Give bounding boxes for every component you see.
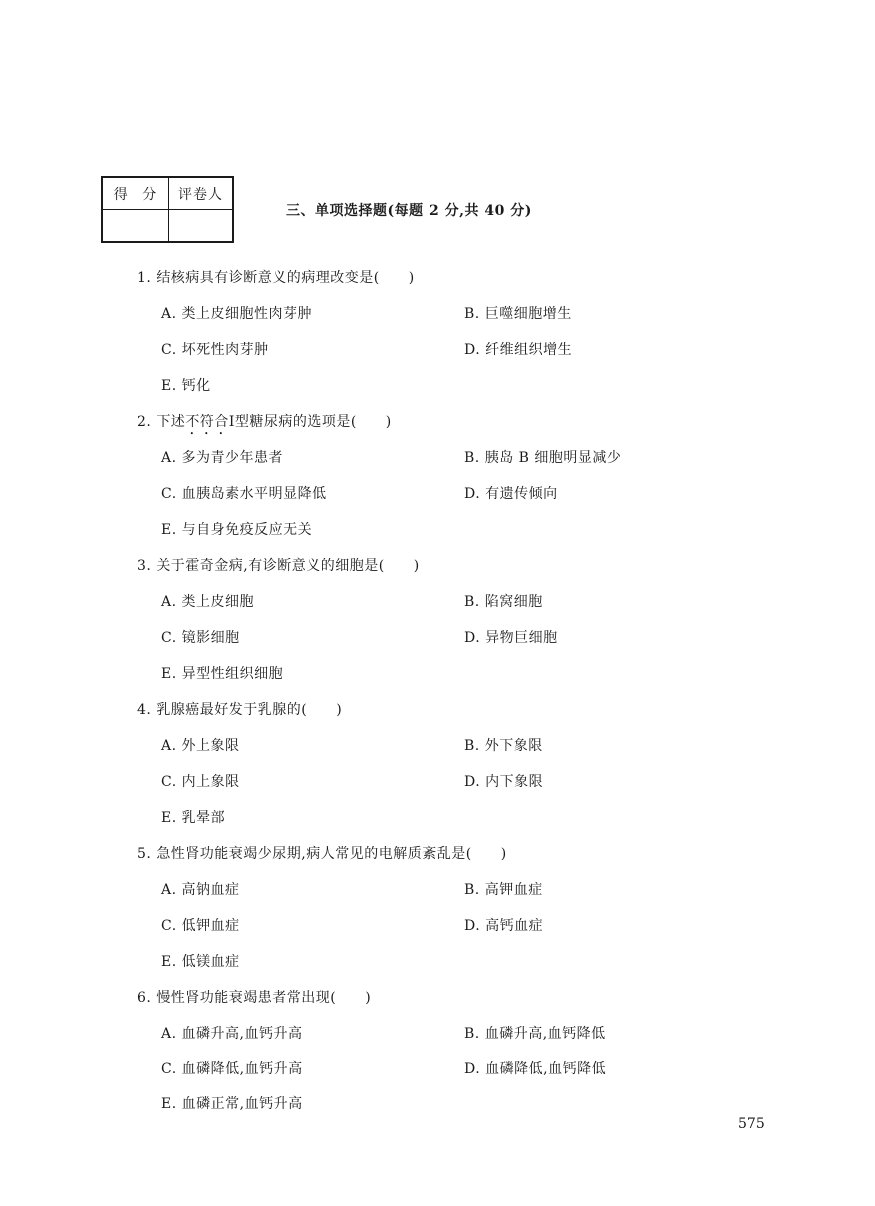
option-letter: E. — [161, 954, 177, 970]
option-letter: B. — [464, 306, 480, 322]
option-text: 钙化 — [181, 378, 211, 394]
option-letter: B. — [464, 594, 480, 610]
option-text: 陷窝细胞 — [484, 594, 543, 610]
option-text: 血胰岛素水平明显降低 — [181, 486, 327, 502]
option-c[interactable] — [161, 484, 464, 520]
question-number: 5. — [137, 846, 152, 862]
question-text: 结核病具有诊断意义的病理改变是( ) — [156, 270, 415, 286]
question-stem — [137, 988, 697, 1024]
option-letter: A. — [161, 306, 177, 322]
question-stem — [137, 412, 697, 448]
option-c[interactable] — [161, 1059, 464, 1094]
option-text: 坏死性肉芽肿 — [181, 342, 269, 358]
option-text: 血磷降低,血钙升高 — [181, 1061, 303, 1077]
option-b[interactable] — [464, 736, 697, 772]
option-a[interactable] — [161, 304, 464, 340]
option-e[interactable] — [161, 520, 464, 556]
option-text: 多为青少年患者 — [181, 450, 284, 466]
option-letter: E. — [161, 522, 177, 538]
option-text: 高钙血症 — [485, 918, 544, 934]
question-text-before: 下述 — [156, 414, 186, 430]
option-text: 血磷升高,血钙降低 — [484, 1026, 606, 1042]
question-3 — [137, 556, 697, 700]
option-e[interactable] — [161, 664, 464, 700]
question-stem — [137, 556, 697, 592]
option-e[interactable] — [161, 1094, 464, 1129]
option-letter: C. — [161, 1061, 177, 1077]
option-c[interactable] — [161, 628, 464, 664]
option-text: 内下象限 — [485, 774, 544, 790]
question-text: 关于霍奇金病,有诊断意义的细胞是( ) — [156, 558, 420, 574]
option-d[interactable] — [464, 484, 697, 520]
option-letter: C. — [161, 918, 177, 934]
grader-value-cell[interactable] — [169, 210, 232, 241]
option-text: 巨噬细胞增生 — [484, 306, 572, 322]
option-text: 类上皮细胞 — [181, 594, 255, 610]
option-letter: B. — [464, 738, 480, 754]
score-table — [101, 176, 234, 243]
option-d[interactable] — [464, 340, 697, 376]
option-text: 血磷正常,血钙升高 — [181, 1096, 303, 1112]
option-text: 血磷升高,血钙升高 — [181, 1026, 303, 1042]
option-letter: D. — [464, 342, 481, 358]
page-number: 575 — [738, 1116, 765, 1132]
option-text: 异型性组织细胞 — [181, 666, 284, 682]
option-text: 内上象限 — [181, 774, 240, 790]
option-text: 高钠血症 — [181, 882, 240, 898]
option-letter: D. — [464, 1061, 481, 1077]
option-letter: D. — [464, 630, 481, 646]
option-text: 外上象限 — [181, 738, 240, 754]
question-number: 4. — [137, 702, 152, 718]
option-text: 外下象限 — [484, 738, 543, 754]
option-e[interactable] — [161, 952, 464, 988]
option-letter: D. — [464, 774, 481, 790]
question-list — [137, 268, 697, 1129]
option-b[interactable] — [464, 880, 697, 916]
option-text: 高钾血症 — [484, 882, 543, 898]
question-5 — [137, 844, 697, 988]
option-text: 血磷降低,血钙降低 — [485, 1061, 607, 1077]
question-stem — [137, 268, 697, 304]
question-stem — [137, 700, 697, 736]
option-d[interactable] — [464, 1059, 697, 1094]
option-letter: C. — [161, 774, 177, 790]
question-number: 6. — [137, 990, 152, 1006]
option-b[interactable] — [464, 304, 697, 340]
option-b[interactable] — [464, 1024, 697, 1059]
option-d[interactable] — [464, 916, 697, 952]
section-title: 三、单项选择题(每题 2 分,共 40 分) — [286, 203, 532, 219]
option-letter: D. — [464, 918, 481, 934]
option-letter: C. — [161, 486, 177, 502]
question-text: 乳腺癌最好发于乳腺的( ) — [156, 702, 343, 718]
option-letter: A. — [161, 594, 177, 610]
question-6 — [137, 988, 697, 1129]
score-label: 得 分 — [103, 178, 169, 210]
option-letter: C. — [161, 342, 177, 358]
option-letter: E. — [161, 1096, 177, 1112]
option-c[interactable] — [161, 916, 464, 952]
option-text: 乳晕部 — [181, 810, 226, 826]
option-text: 低钾血症 — [181, 918, 240, 934]
question-text-after: Ⅰ型糖尿病的选项是( ) — [228, 414, 392, 430]
option-letter: D. — [464, 486, 481, 502]
question-stem — [137, 844, 697, 880]
grader-label: 评卷人 — [169, 178, 232, 210]
option-a[interactable] — [161, 1024, 464, 1059]
question-2 — [137, 412, 697, 556]
option-c[interactable] — [161, 772, 464, 808]
option-letter: A. — [161, 1026, 177, 1042]
option-letter: E. — [161, 810, 177, 826]
option-text: 类上皮细胞性肉芽肿 — [181, 306, 313, 322]
option-c[interactable] — [161, 340, 464, 376]
option-letter: E. — [161, 666, 177, 682]
score-value-cell[interactable] — [103, 210, 169, 241]
option-d[interactable] — [464, 628, 697, 664]
option-letter: E. — [161, 378, 177, 394]
option-letter: B. — [464, 1026, 480, 1042]
question-number: 1. — [137, 270, 152, 286]
option-text: 纤维组织增生 — [485, 342, 573, 358]
question-emphasis: 不符合 — [185, 414, 229, 430]
option-e[interactable] — [161, 808, 464, 844]
option-letter: B. — [464, 882, 480, 898]
option-text: 有遗传倾向 — [485, 486, 558, 502]
question-1 — [137, 268, 697, 412]
question-number: 2. — [137, 414, 152, 430]
question-number: 3. — [137, 558, 152, 574]
option-a[interactable] — [161, 592, 464, 628]
option-text: 镜影细胞 — [181, 630, 240, 646]
option-letter: A. — [161, 738, 177, 754]
question-4 — [137, 700, 697, 844]
option-text: 与自身免疫反应无关 — [181, 522, 313, 538]
option-d[interactable] — [464, 772, 697, 808]
option-letter: A. — [161, 882, 177, 898]
option-a[interactable] — [161, 880, 464, 916]
option-a[interactable] — [161, 736, 464, 772]
option-e[interactable] — [161, 376, 464, 412]
option-letter: A. — [161, 450, 177, 466]
option-text: 异物巨细胞 — [485, 630, 558, 646]
option-text: 低镁血症 — [181, 954, 240, 970]
question-text: 急性肾功能衰竭少尿期,病人常见的电解质紊乱是( ) — [156, 846, 507, 862]
question-text: 慢性肾功能衰竭患者常出现( ) — [156, 990, 372, 1006]
option-b[interactable] — [464, 448, 697, 484]
option-letter: B. — [464, 450, 480, 466]
option-letter: C. — [161, 630, 177, 646]
option-b[interactable] — [464, 592, 697, 628]
option-text: 胰岛 B 细胞明显减少 — [484, 450, 622, 466]
option-a[interactable] — [161, 448, 464, 484]
